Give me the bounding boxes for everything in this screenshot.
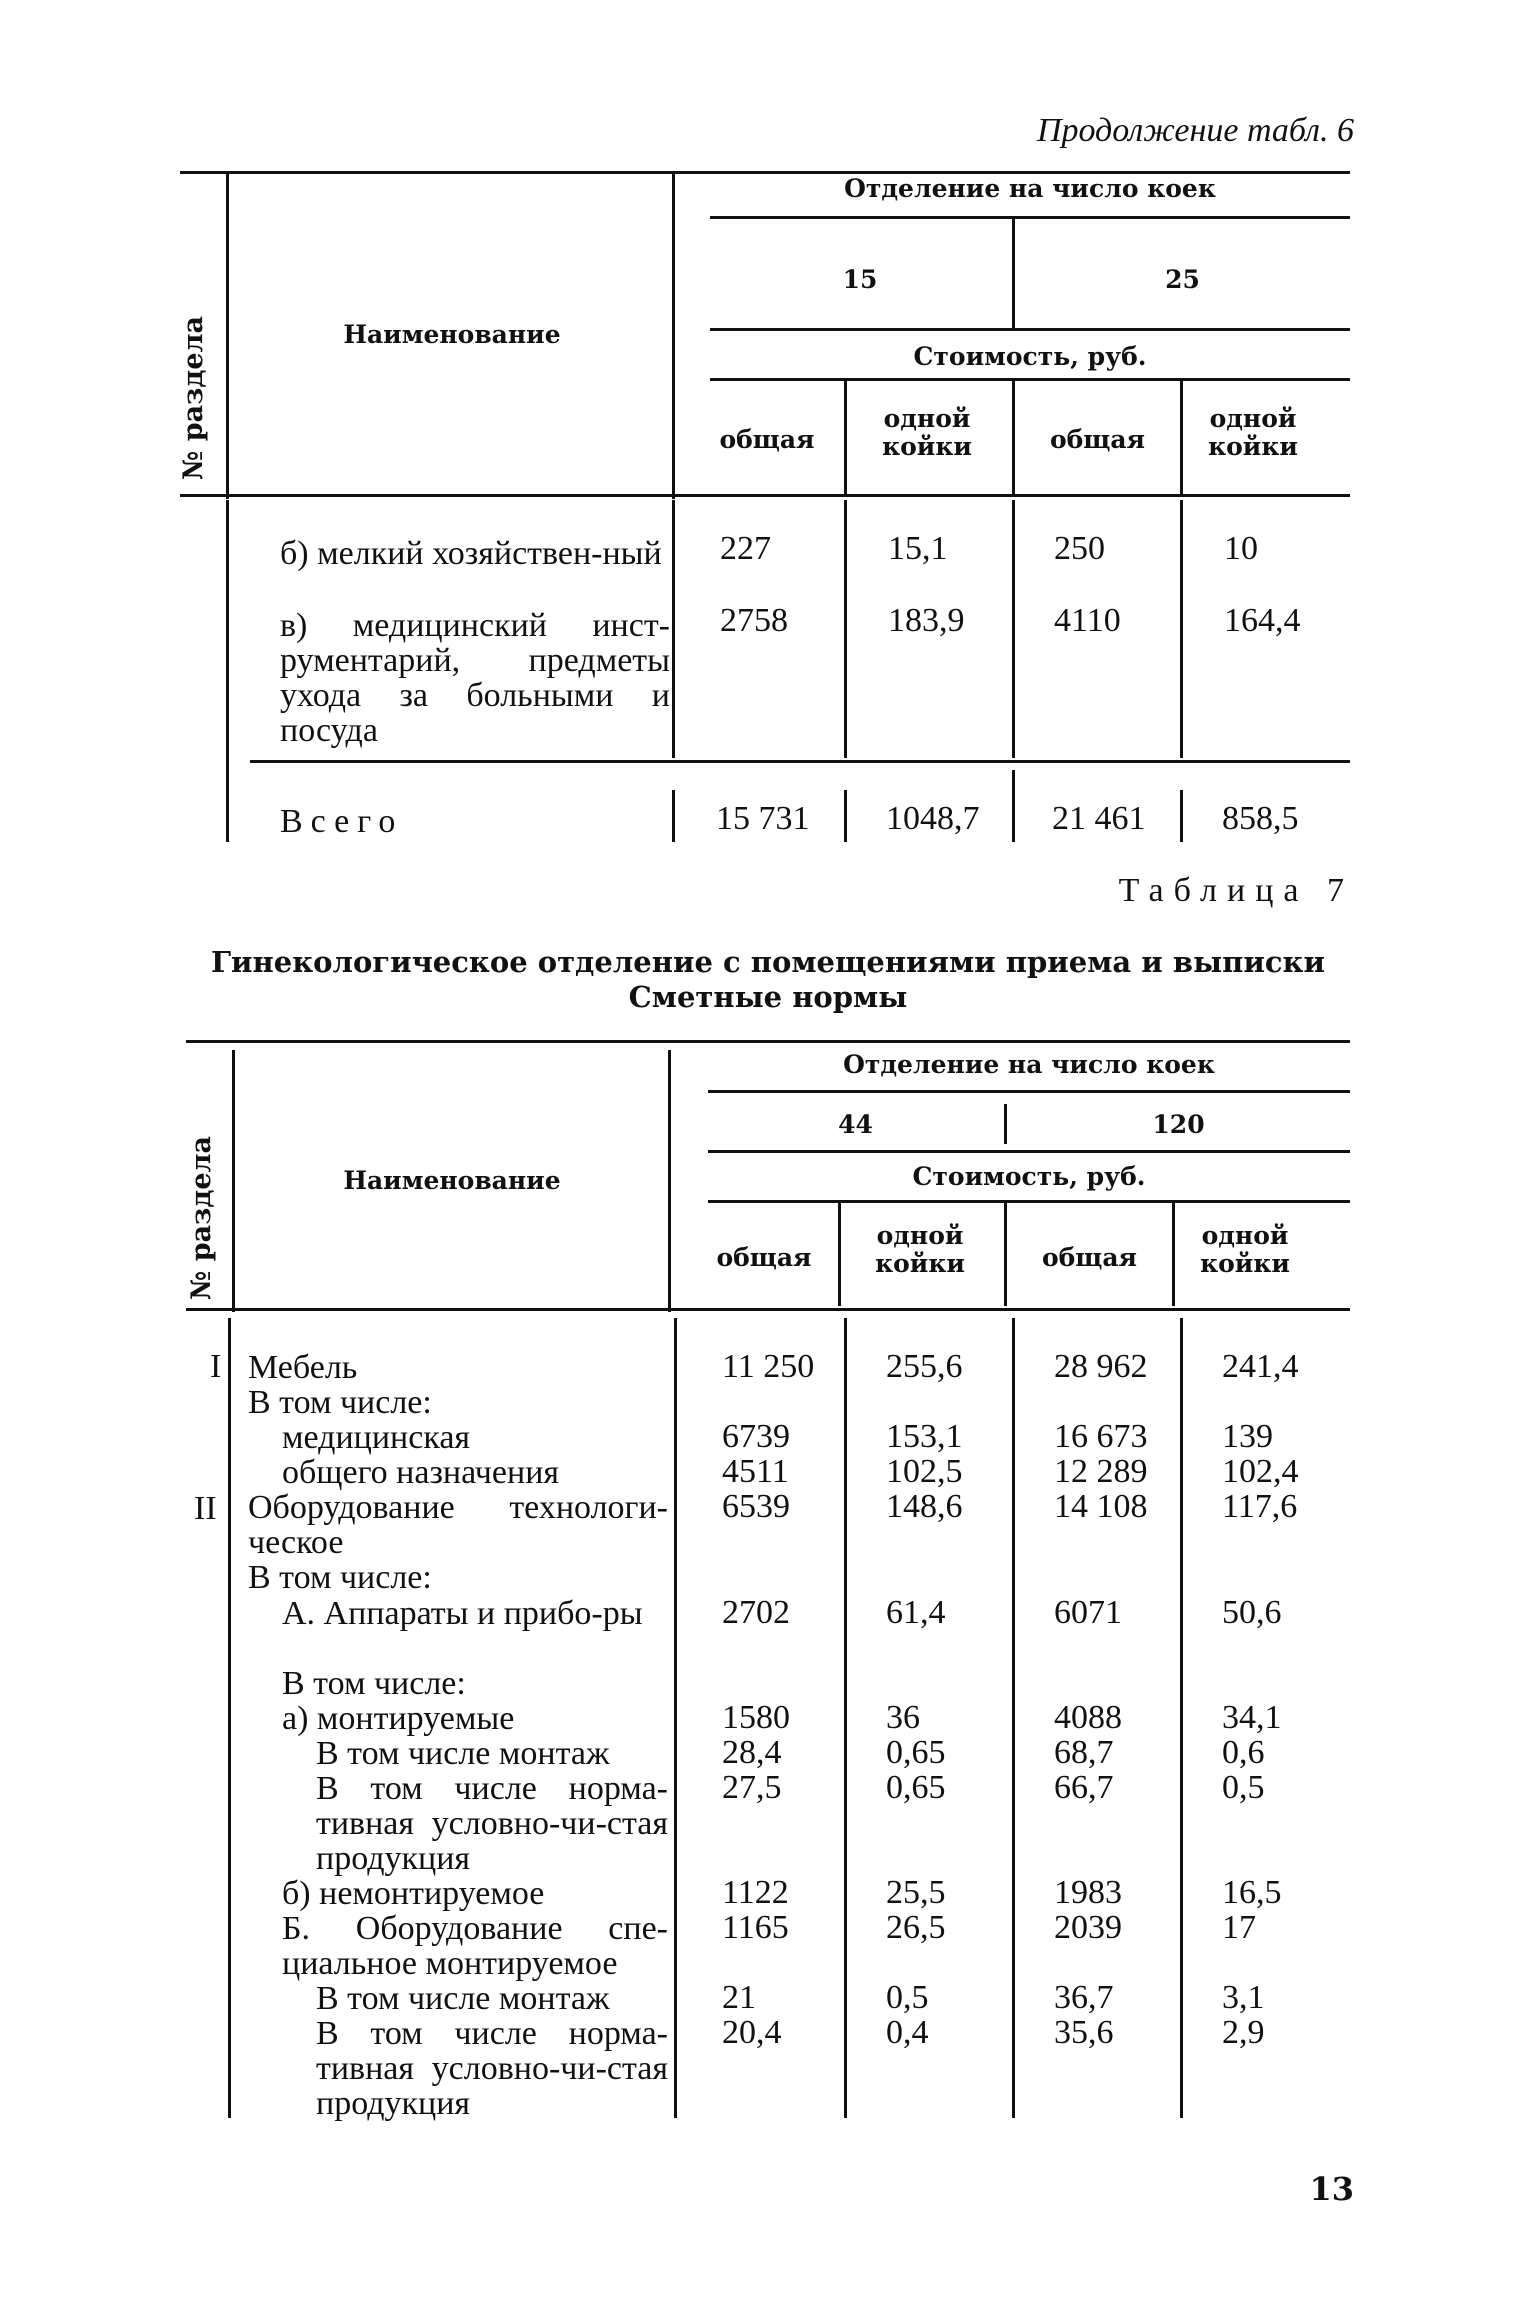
dept-header: Отделение на число коек [843,1050,1215,1079]
sub-perbed-2: одной койки [1208,404,1298,461]
table-7-title: Гинекологическое отделение с помещениями приема и выписки [211,945,1325,979]
section-marker: II [194,1490,217,1527]
sub-perbed-1: одной койки [882,404,972,461]
beds-15: 15 [842,265,878,294]
table-7-label: Таблица 7 [1118,872,1354,909]
sub-total-1: общая [716,1243,812,1272]
sub-total-2: общая [1049,425,1146,454]
name-header: Наименование [343,320,561,349]
sub-total-1: общая [719,425,815,454]
dept-header: Отделение на число коек [844,174,1216,203]
section-no-header: № раздела [178,315,209,480]
sub-total-2: общая [1041,1243,1138,1272]
page-number: 13 [1309,2170,1354,2208]
section-marker: I [210,1348,222,1385]
sub-perbed-1: одной койки [875,1221,965,1278]
sub-perbed-2: одной койки [1200,1221,1290,1278]
beds-44: 44 [838,1110,873,1139]
cost-header: Стоимость, руб. [912,1162,1146,1191]
beds-25: 25 [1165,265,1200,294]
section-no-header: № раздела [186,1135,217,1300]
continuation-caption: Продолжение табл. 6 [1036,112,1354,149]
cost-header: Стоимость, руб. [913,342,1147,371]
beds-120: 120 [1152,1110,1205,1139]
table-7-subtitle: Сметные нормы [628,980,908,1014]
name-header: Наименование [343,1166,561,1195]
